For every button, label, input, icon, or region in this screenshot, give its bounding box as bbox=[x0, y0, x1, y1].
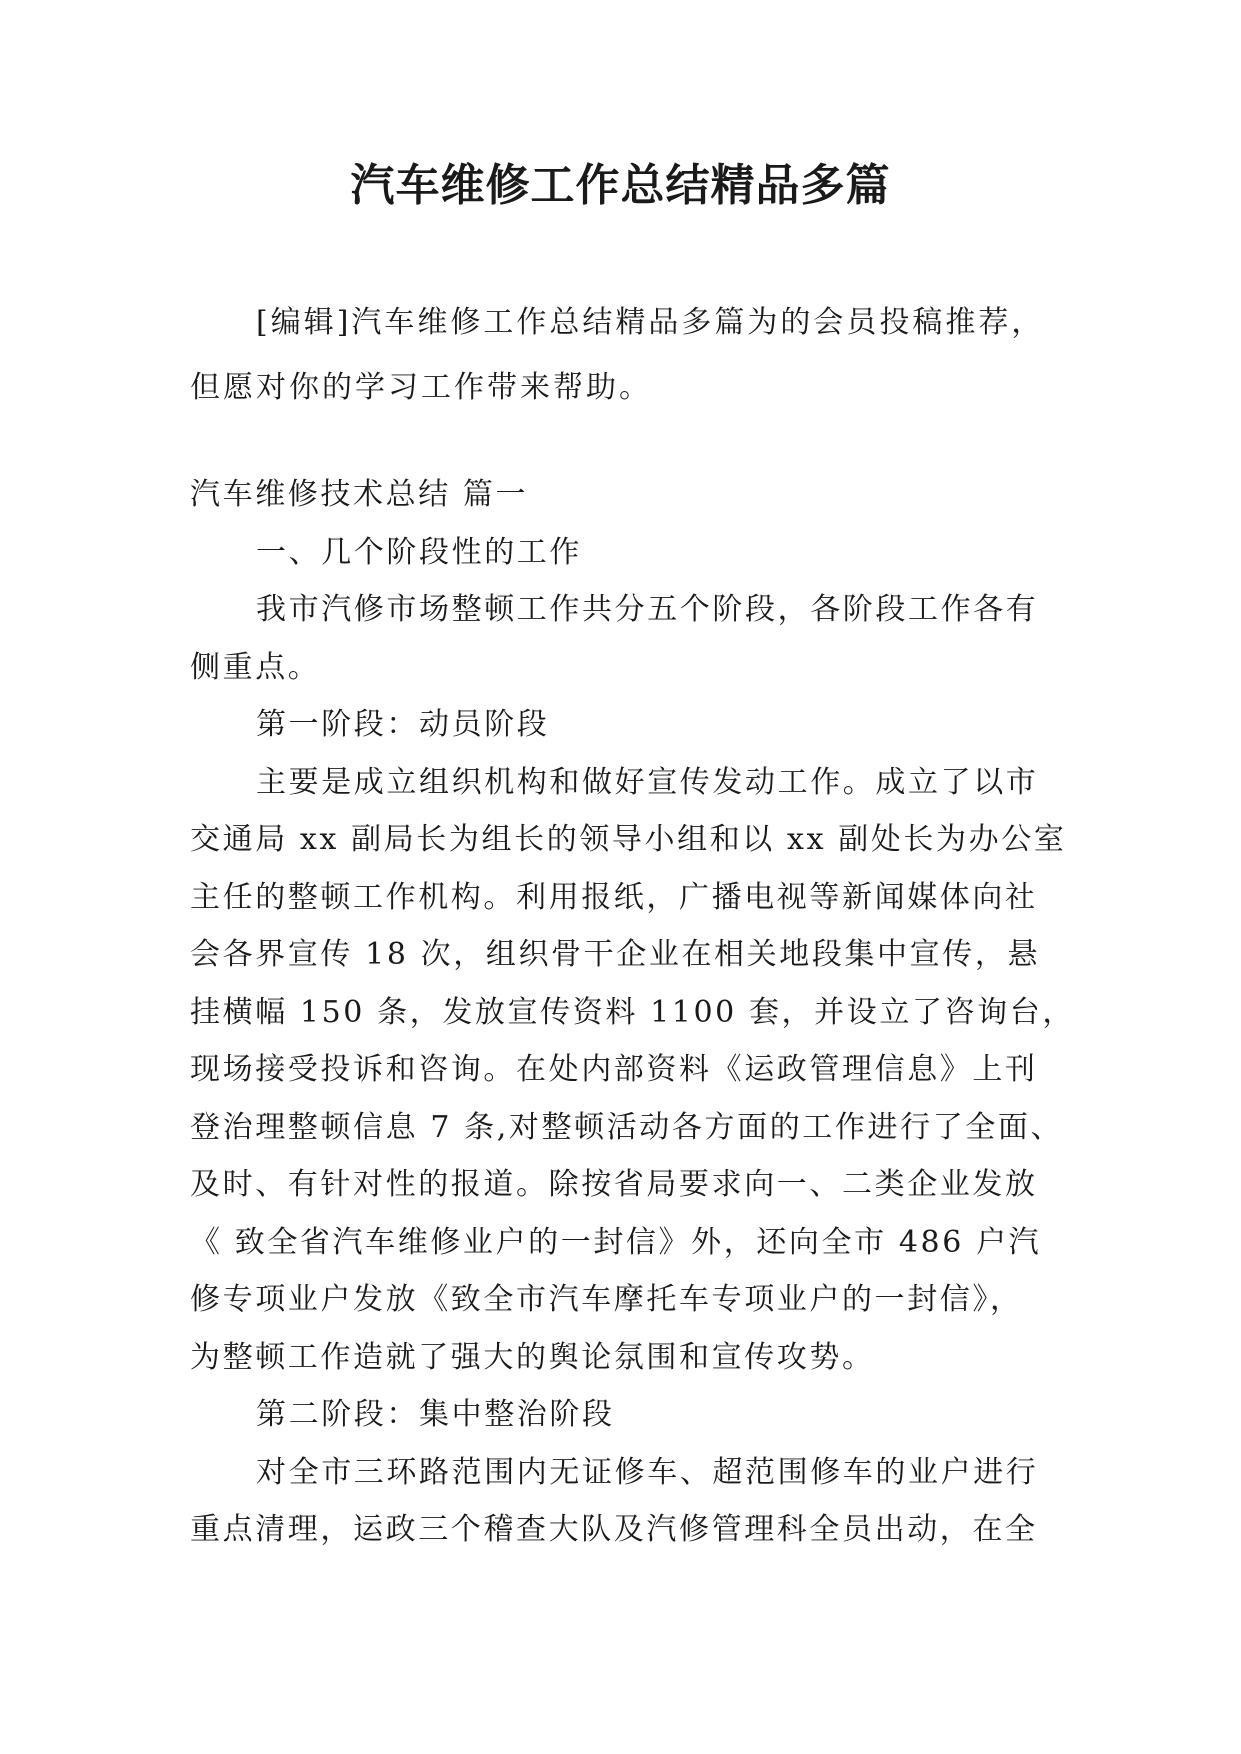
intro-paragraph bbox=[190, 290, 1058, 420]
intro-line: [编辑]汽车维修工作总结精品多篇为的会员投稿推荐， bbox=[256, 305, 1045, 340]
document-body bbox=[190, 466, 1075, 1559]
body-line: 侧重点。 bbox=[190, 649, 321, 685]
subheading: 第二阶段：集中整治阶段 bbox=[256, 1397, 615, 1432]
body-line: 修专项业户发放《致全市汽车摩托车专项业户的一封信》， bbox=[190, 1282, 1023, 1317]
body-line: 现场接受投诉和咨询。在处内部资料《运政管理信息》上刊 bbox=[190, 1052, 1038, 1087]
body-line: 及时、有针对性的报道。除按省局要求向一、二类企业发放 bbox=[190, 1167, 1038, 1202]
document-title: 汽车维修工作总结精品多篇 bbox=[350, 160, 891, 211]
body-line: 重点清理，运政三个稽查大队及汽修管理科全员出动，在全 bbox=[190, 1512, 1038, 1547]
subheading: 一、几个阶段性的工作 bbox=[256, 534, 582, 570]
body-line: 为整顿工作造就了强大的舆论氛围和宣传攻势。 bbox=[190, 1339, 875, 1375]
body-line: 主要是成立组织机构和做好宣传发动工作。成立了以市 bbox=[256, 764, 1039, 800]
body-line: 挂横幅 150 条，发放宣传资料 1100 套，并设立了咨询台， bbox=[190, 994, 1075, 1030]
intro-line: 但愿对你的学习工作带来帮助。 bbox=[190, 370, 652, 405]
body-line: 主任的整顿工作机构。利用报纸，广播电视等新闻媒体向社 bbox=[190, 879, 1038, 915]
body-line: 交通局 xx 副局长为组长的领导小组和以 xx 副处长为办公室 bbox=[190, 822, 1067, 857]
body-line: 《 致全省汽车维修业户的一封信》外，还向全市 486 户汽 bbox=[190, 1224, 1042, 1260]
body-line: 对全市三环路范围内无证修车、超范围修车的业户进行 bbox=[256, 1454, 1039, 1490]
body-line: 登治理整顿信息 7 条,对整顿活动各方面的工作进行了全面、 bbox=[190, 1109, 1064, 1145]
subheading: 第一阶段：动员阶段 bbox=[256, 707, 550, 742]
section-heading: 汽车维修技术总结 篇一 bbox=[190, 477, 529, 512]
body-line: 我市汽修市场整顿工作共分五个阶段，各阶段工作各有 bbox=[256, 592, 1039, 627]
body-line: 会各界宣传 18 次，组织骨干企业在相关地段集中宣传，悬 bbox=[190, 937, 1041, 972]
